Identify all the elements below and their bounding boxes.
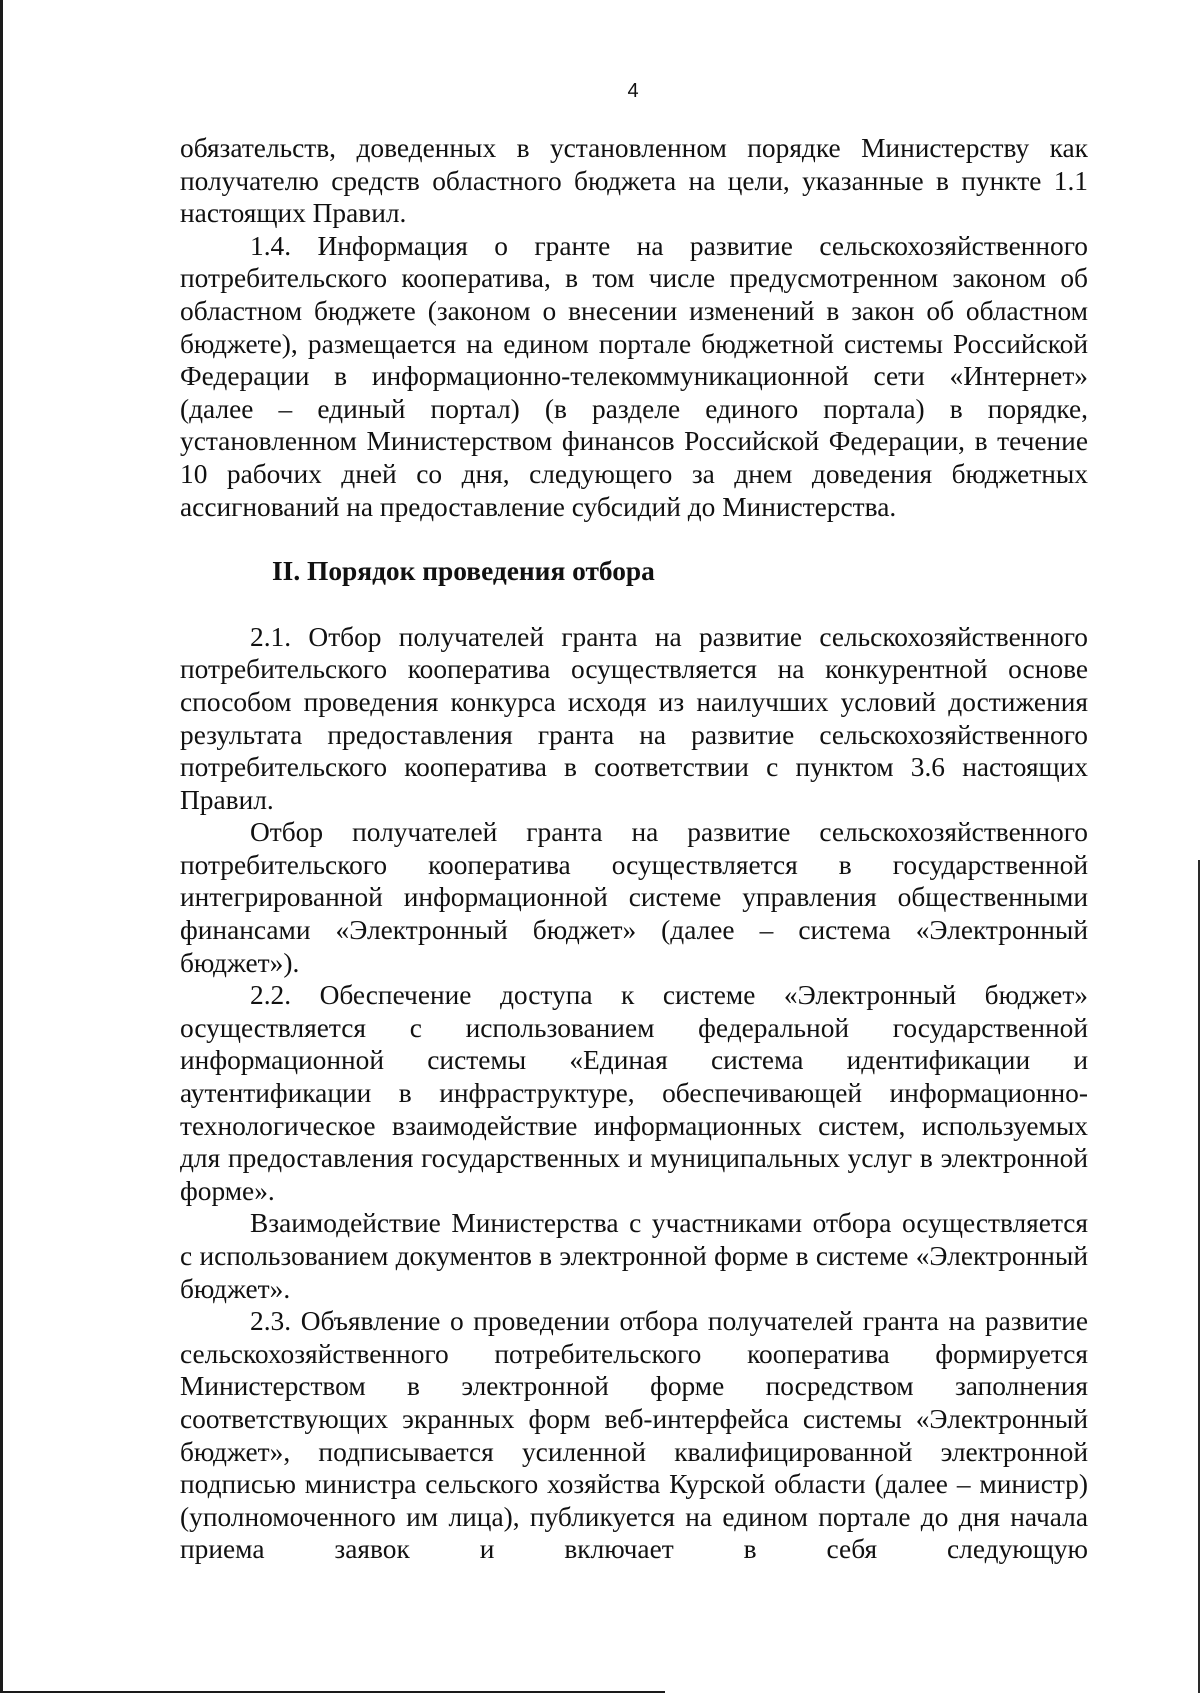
scan-left-edge	[0, 0, 3, 1693]
paragraph-2-3: 2.3. Объявление о проведении отбора получателей гранта на развитие сельскохозяйственного потребительского кооператива формируется Министерством в электронной форме посредством заполнения соответствующих экранных форм веб-интерфейса системы «Электронный бюджет», подписывается усиленной квалифицированной электронной подписью министра сельского хозяйства Курской области (далее – министр) (уполномоченного им лица), публикуется на едином портале до дня начала приема заявок и включает в себя следующую	[180, 1306, 1088, 1565]
paragraph-continuation: обязательств, доведенных в установленном порядке Министерству как получателю средств областного бюджета на цели, указанные в пункте 1.1 настоящих Правил.	[180, 133, 1088, 229]
paragraph-selection-system: Отбор получателей гранта на развитие сельскохозяйственного потребительского кооператива осуществляется в государственной интегрированной информационной системе управления общественными финансами «Электронный бюджет» (далее – система «Электронный бюджет»).	[180, 817, 1088, 978]
page-number: 4	[627, 80, 639, 102]
paragraph-2-1: 2.1. Отбор получателей гранта на развитие сельскохозяйственного потребительского кооператива осуществляется на конкурентной основе способом проведения конкурса исходя из наилучших условий достижения результата предоставления гранта на развитие сельскохозяйственного потребительского кооператива в соответствии с пунктом 3.6 настоящих Правил.	[180, 621, 1088, 815]
section-heading: II. Порядок проведения отбора	[272, 556, 655, 587]
paragraph-2-2: 2.2. Обеспечение доступа к системе «Электронный бюджет» осуществляется с использованием федеральной государственной информационной системы «Единая система идентификации и аутентификации в инфраструктуре, обеспечивающей информационно-технологическое взаимодействие информационных систем, используемых для предоставления государственных и муниципальных услуг в электронной форме».	[180, 980, 1088, 1206]
document-body	[180, 132, 1088, 1566]
paragraph-1-4: 1.4. Информация о гранте на развитие сельскохозяйственного потребительского кооператива, в том числе предусмотренном законом об областном бюджете (законом о внесении изменений в закон об областном бюджете), размещается на едином портале бюджетной системы Российской Федерации в информационно-телекоммуникационной сети «Интернет» (далее – единый портал) (в разделе единого портала) в порядке, установленном Министерством финансов Российской Федерации, в течение 10 рабочих дней со дня, следующего за днем доведения бюджетных ассигнований на предоставление субсидий до Министерства.	[180, 230, 1088, 522]
spacer	[180, 523, 1088, 555]
spacer	[180, 588, 1088, 621]
paragraph-interaction: Взаимодействие Министерства с участниками отбора осуществляется с использованием документов в электронной форме в системе «Электронный бюджет».	[180, 1208, 1088, 1304]
